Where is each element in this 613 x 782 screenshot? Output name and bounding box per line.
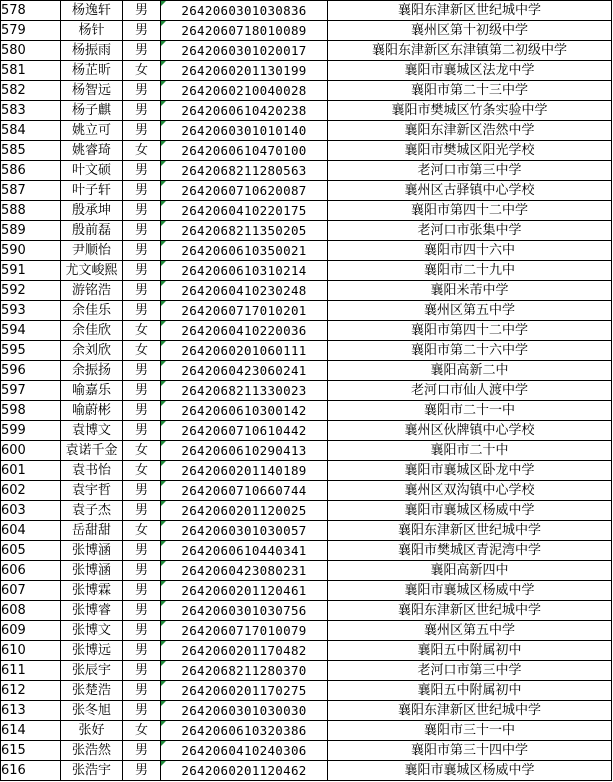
table-row bbox=[1, 721, 612, 741]
table-row bbox=[1, 661, 612, 681]
student-name: 余佳欣 bbox=[61, 321, 123, 341]
student-name: 姚睿琦 bbox=[61, 141, 123, 161]
row-number: 583 bbox=[1, 101, 61, 121]
table-row bbox=[1, 21, 612, 41]
student-name: 张冬旭 bbox=[61, 701, 123, 721]
exam-id: 2642060301030057 bbox=[161, 521, 328, 541]
exam-id: 2642060710610442 bbox=[161, 421, 328, 441]
row-number: 616 bbox=[1, 761, 61, 781]
table-row bbox=[1, 441, 612, 461]
table-row bbox=[1, 161, 612, 181]
student-gender: 男 bbox=[123, 701, 161, 721]
row-number: 584 bbox=[1, 121, 61, 141]
student-name: 叶子轩 bbox=[61, 181, 123, 201]
table-row bbox=[1, 361, 612, 381]
student-name: 杨逸轩 bbox=[61, 1, 123, 21]
exam-id: 2642060718010089 bbox=[161, 21, 328, 41]
student-name: 杨振雨 bbox=[61, 41, 123, 61]
student-gender: 男 bbox=[123, 601, 161, 621]
exam-id: 2642060301030030 bbox=[161, 701, 328, 721]
row-number: 603 bbox=[1, 501, 61, 521]
student-gender: 男 bbox=[123, 501, 161, 521]
school-name: 襄阳东津新区东津镇第二初级中学 bbox=[328, 41, 612, 61]
exam-id: 2642060301010140 bbox=[161, 121, 328, 141]
student-name: 张博文 bbox=[61, 621, 123, 641]
row-number: 612 bbox=[1, 681, 61, 701]
student-name: 杨芷昕 bbox=[61, 61, 123, 81]
school-name: 老河口市第三中学 bbox=[328, 161, 612, 181]
school-name: 襄阳市二十九中 bbox=[328, 261, 612, 281]
school-name: 襄阳东津新区世纪城中学 bbox=[328, 701, 612, 721]
row-number: 611 bbox=[1, 661, 61, 681]
table-row bbox=[1, 741, 612, 761]
row-number: 599 bbox=[1, 421, 61, 441]
row-number: 604 bbox=[1, 521, 61, 541]
exam-id: 2642060710620087 bbox=[161, 181, 328, 201]
student-name: 喻蔚彬 bbox=[61, 401, 123, 421]
table-row bbox=[1, 281, 612, 301]
row-number: 582 bbox=[1, 81, 61, 101]
student-gender: 男 bbox=[123, 181, 161, 201]
exam-id: 2642060201170482 bbox=[161, 641, 328, 661]
student-name: 张浩宇 bbox=[61, 761, 123, 781]
school-name: 襄阳市三十一中 bbox=[328, 721, 612, 741]
student-gender: 男 bbox=[123, 381, 161, 401]
row-number: 585 bbox=[1, 141, 61, 161]
exam-id: 2642060610310214 bbox=[161, 261, 328, 281]
school-name: 襄阳市第二十六中学 bbox=[328, 341, 612, 361]
school-name: 襄阳东津新区世纪城中学 bbox=[328, 521, 612, 541]
student-name: 殷承坤 bbox=[61, 201, 123, 221]
student-gender: 男 bbox=[123, 261, 161, 281]
student-gender: 女 bbox=[123, 441, 161, 461]
exam-id: 2642060210040028 bbox=[161, 81, 328, 101]
table-row bbox=[1, 461, 612, 481]
student-name: 余刘欣 bbox=[61, 341, 123, 361]
table-row bbox=[1, 761, 612, 781]
school-name: 襄阳市襄城区杨威中学 bbox=[328, 581, 612, 601]
exam-id: 2642060423060241 bbox=[161, 361, 328, 381]
row-number: 607 bbox=[1, 581, 61, 601]
student-name: 尤文峻熙 bbox=[61, 261, 123, 281]
row-number: 586 bbox=[1, 161, 61, 181]
school-name: 老河口市第三中学 bbox=[328, 661, 612, 681]
student-name: 张楚浩 bbox=[61, 681, 123, 701]
student-gender: 男 bbox=[123, 41, 161, 61]
row-number: 593 bbox=[1, 301, 61, 321]
exam-id: 2642060410220175 bbox=[161, 201, 328, 221]
school-name: 襄州区第五中学 bbox=[328, 621, 612, 641]
school-name: 襄阳市第三十四中学 bbox=[328, 741, 612, 761]
school-name: 襄阳东津新区世纪城中学 bbox=[328, 1, 612, 21]
student-gender: 男 bbox=[123, 21, 161, 41]
school-name: 襄州区古驿镇中心学校 bbox=[328, 181, 612, 201]
row-number: 580 bbox=[1, 41, 61, 61]
table-row bbox=[1, 221, 612, 241]
student-gender: 女 bbox=[123, 321, 161, 341]
student-name: 张博涵 bbox=[61, 561, 123, 581]
student-gender: 女 bbox=[123, 341, 161, 361]
exam-id: 2642060610300142 bbox=[161, 401, 328, 421]
student-gender: 男 bbox=[123, 661, 161, 681]
table-row bbox=[1, 121, 612, 141]
table-row bbox=[1, 141, 612, 161]
student-name: 张博远 bbox=[61, 641, 123, 661]
school-name: 襄阳五中附属初中 bbox=[328, 641, 612, 661]
table-row bbox=[1, 261, 612, 281]
table-row bbox=[1, 381, 612, 401]
row-number: 595 bbox=[1, 341, 61, 361]
exam-id: 2642060610320386 bbox=[161, 721, 328, 741]
student-name: 袁书怡 bbox=[61, 461, 123, 481]
student-gender: 女 bbox=[123, 521, 161, 541]
school-name: 襄州区第十初级中学 bbox=[328, 21, 612, 41]
school-name: 襄阳东津新区世纪城中学 bbox=[328, 601, 612, 621]
student-name: 游铭浩 bbox=[61, 281, 123, 301]
student-gender: 男 bbox=[123, 241, 161, 261]
table-row bbox=[1, 541, 612, 561]
table-row bbox=[1, 101, 612, 121]
student-name: 张博涵 bbox=[61, 541, 123, 561]
row-number: 598 bbox=[1, 401, 61, 421]
student-name: 张辰宇 bbox=[61, 661, 123, 681]
student-gender: 男 bbox=[123, 81, 161, 101]
table-row bbox=[1, 241, 612, 261]
student-name: 袁宇哲 bbox=[61, 481, 123, 501]
school-name: 襄阳市襄城区卧龙中学 bbox=[328, 461, 612, 481]
student-gender: 男 bbox=[123, 561, 161, 581]
row-number: 588 bbox=[1, 201, 61, 221]
student-name: 张博睿 bbox=[61, 601, 123, 621]
table-body bbox=[1, 1, 612, 781]
school-name: 襄阳市四十六中 bbox=[328, 241, 612, 261]
table-row bbox=[1, 201, 612, 221]
student-gender: 女 bbox=[123, 141, 161, 161]
row-number: 605 bbox=[1, 541, 61, 561]
school-name: 襄阳市樊城区竹条实验中学 bbox=[328, 101, 612, 121]
table-row bbox=[1, 341, 612, 361]
student-name: 殷前磊 bbox=[61, 221, 123, 241]
table-row bbox=[1, 521, 612, 541]
school-name: 襄阳市襄城区法龙中学 bbox=[328, 61, 612, 81]
student-gender: 男 bbox=[123, 101, 161, 121]
row-number: 600 bbox=[1, 441, 61, 461]
row-number: 596 bbox=[1, 361, 61, 381]
exam-id: 2642068211280370 bbox=[161, 661, 328, 681]
exam-id: 2642060410240306 bbox=[161, 741, 328, 761]
student-name: 袁博文 bbox=[61, 421, 123, 441]
student-gender: 女 bbox=[123, 61, 161, 81]
student-gender: 男 bbox=[123, 421, 161, 441]
student-name: 叶文硕 bbox=[61, 161, 123, 181]
school-name: 襄阳五中附属初中 bbox=[328, 681, 612, 701]
row-number: 606 bbox=[1, 561, 61, 581]
student-name: 尹顺怡 bbox=[61, 241, 123, 261]
student-name: 杨子麒 bbox=[61, 101, 123, 121]
exam-id: 2642060201060111 bbox=[161, 341, 328, 361]
school-name: 襄阳市襄城区杨威中学 bbox=[328, 761, 612, 781]
table-row bbox=[1, 321, 612, 341]
row-number: 581 bbox=[1, 61, 61, 81]
table-row bbox=[1, 501, 612, 521]
school-name: 襄阳高新四中 bbox=[328, 561, 612, 581]
student-gender: 男 bbox=[123, 161, 161, 181]
student-name: 张浩然 bbox=[61, 741, 123, 761]
exam-id: 2642068211350205 bbox=[161, 221, 328, 241]
table-row bbox=[1, 421, 612, 441]
school-name: 老河口市张集中学 bbox=[328, 221, 612, 241]
row-number: 609 bbox=[1, 621, 61, 641]
school-name: 襄阳市二十一中 bbox=[328, 401, 612, 421]
table-row bbox=[1, 681, 612, 701]
row-number: 602 bbox=[1, 481, 61, 501]
student-gender: 男 bbox=[123, 641, 161, 661]
exam-id: 2642060301030836 bbox=[161, 1, 328, 21]
exam-id: 2642060201140189 bbox=[161, 461, 328, 481]
student-gender: 男 bbox=[123, 281, 161, 301]
exam-id: 2642060717010079 bbox=[161, 621, 328, 641]
exam-id: 2642060201170275 bbox=[161, 681, 328, 701]
exam-id: 2642068211280563 bbox=[161, 161, 328, 181]
student-gender: 男 bbox=[123, 741, 161, 761]
row-number: 591 bbox=[1, 261, 61, 281]
exam-id: 2642060610440341 bbox=[161, 541, 328, 561]
table-row bbox=[1, 621, 612, 641]
row-number: 578 bbox=[1, 1, 61, 21]
school-name: 襄阳市襄城区杨威中学 bbox=[328, 501, 612, 521]
exam-id: 2642060201130199 bbox=[161, 61, 328, 81]
table-row bbox=[1, 581, 612, 601]
school-name: 老河口市仙人渡中学 bbox=[328, 381, 612, 401]
exam-id: 2642060201120461 bbox=[161, 581, 328, 601]
exam-id: 2642060710660744 bbox=[161, 481, 328, 501]
school-name: 襄州区伙牌镇中心学校 bbox=[328, 421, 612, 441]
row-number: 587 bbox=[1, 181, 61, 201]
student-gender: 男 bbox=[123, 121, 161, 141]
exam-id: 2642060301030756 bbox=[161, 601, 328, 621]
table-row bbox=[1, 181, 612, 201]
student-name: 张博霖 bbox=[61, 581, 123, 601]
row-number: 590 bbox=[1, 241, 61, 261]
student-name: 杨针 bbox=[61, 21, 123, 41]
table-row bbox=[1, 561, 612, 581]
table-row bbox=[1, 41, 612, 61]
row-number: 601 bbox=[1, 461, 61, 481]
table-row bbox=[1, 641, 612, 661]
table-row bbox=[1, 1, 612, 21]
student-gender: 男 bbox=[123, 761, 161, 781]
school-name: 襄阳市第二十三中学 bbox=[328, 81, 612, 101]
school-name: 襄阳高新二中 bbox=[328, 361, 612, 381]
exam-id: 2642060410230248 bbox=[161, 281, 328, 301]
student-gender: 男 bbox=[123, 361, 161, 381]
school-name: 襄阳米芾中学 bbox=[328, 281, 612, 301]
exam-id: 2642060201120025 bbox=[161, 501, 328, 521]
row-number: 610 bbox=[1, 641, 61, 661]
student-gender: 女 bbox=[123, 461, 161, 481]
student-name: 杨智远 bbox=[61, 81, 123, 101]
exam-id: 2642060423080231 bbox=[161, 561, 328, 581]
row-number: 589 bbox=[1, 221, 61, 241]
student-gender: 男 bbox=[123, 541, 161, 561]
exam-id: 2642060610470100 bbox=[161, 141, 328, 161]
school-name: 襄阳市二十中 bbox=[328, 441, 612, 461]
student-name: 袁诺千金 bbox=[61, 441, 123, 461]
student-name: 姚立可 bbox=[61, 121, 123, 141]
row-number: 613 bbox=[1, 701, 61, 721]
table-row bbox=[1, 401, 612, 421]
table-row bbox=[1, 701, 612, 721]
student-gender: 男 bbox=[123, 1, 161, 21]
school-name: 襄阳市樊城区青泥湾中学 bbox=[328, 541, 612, 561]
row-number: 592 bbox=[1, 281, 61, 301]
exam-id: 2642060610420238 bbox=[161, 101, 328, 121]
school-name: 襄州区双沟镇中心学校 bbox=[328, 481, 612, 501]
exam-id: 2642060301020017 bbox=[161, 41, 328, 61]
exam-id: 2642060610350021 bbox=[161, 241, 328, 261]
row-number: 594 bbox=[1, 321, 61, 341]
table-row bbox=[1, 81, 612, 101]
student-name: 余佳乐 bbox=[61, 301, 123, 321]
row-number: 579 bbox=[1, 21, 61, 41]
exam-id: 2642060610290413 bbox=[161, 441, 328, 461]
school-name: 襄阳市樊城区阳光学校 bbox=[328, 141, 612, 161]
row-number: 615 bbox=[1, 741, 61, 761]
row-number: 608 bbox=[1, 601, 61, 621]
exam-id: 2642060201120462 bbox=[161, 761, 328, 781]
table-row bbox=[1, 301, 612, 321]
student-gender: 男 bbox=[123, 201, 161, 221]
student-gender: 女 bbox=[123, 721, 161, 741]
student-gender: 男 bbox=[123, 481, 161, 501]
table-row bbox=[1, 481, 612, 501]
row-number: 597 bbox=[1, 381, 61, 401]
student-name: 岳甜甜 bbox=[61, 521, 123, 541]
student-name: 袁子杰 bbox=[61, 501, 123, 521]
student-gender: 男 bbox=[123, 301, 161, 321]
school-name: 襄州区第五中学 bbox=[328, 301, 612, 321]
exam-id: 2642060410220036 bbox=[161, 321, 328, 341]
school-name: 襄阳东津新区浩然中学 bbox=[328, 121, 612, 141]
student-gender: 男 bbox=[123, 621, 161, 641]
school-name: 襄阳市第四十二中学 bbox=[328, 201, 612, 221]
table-row bbox=[1, 601, 612, 621]
student-gender: 男 bbox=[123, 581, 161, 601]
exam-id: 2642068211330023 bbox=[161, 381, 328, 401]
student-name: 张好 bbox=[61, 721, 123, 741]
student-gender: 男 bbox=[123, 681, 161, 701]
row-number: 614 bbox=[1, 721, 61, 741]
student-gender: 男 bbox=[123, 221, 161, 241]
exam-id: 2642060717010201 bbox=[161, 301, 328, 321]
table-row bbox=[1, 61, 612, 81]
student-name: 喻嘉乐 bbox=[61, 381, 123, 401]
school-name: 襄阳市第四十二中学 bbox=[328, 321, 612, 341]
student-name: 余振扬 bbox=[61, 361, 123, 381]
student-gender: 男 bbox=[123, 401, 161, 421]
